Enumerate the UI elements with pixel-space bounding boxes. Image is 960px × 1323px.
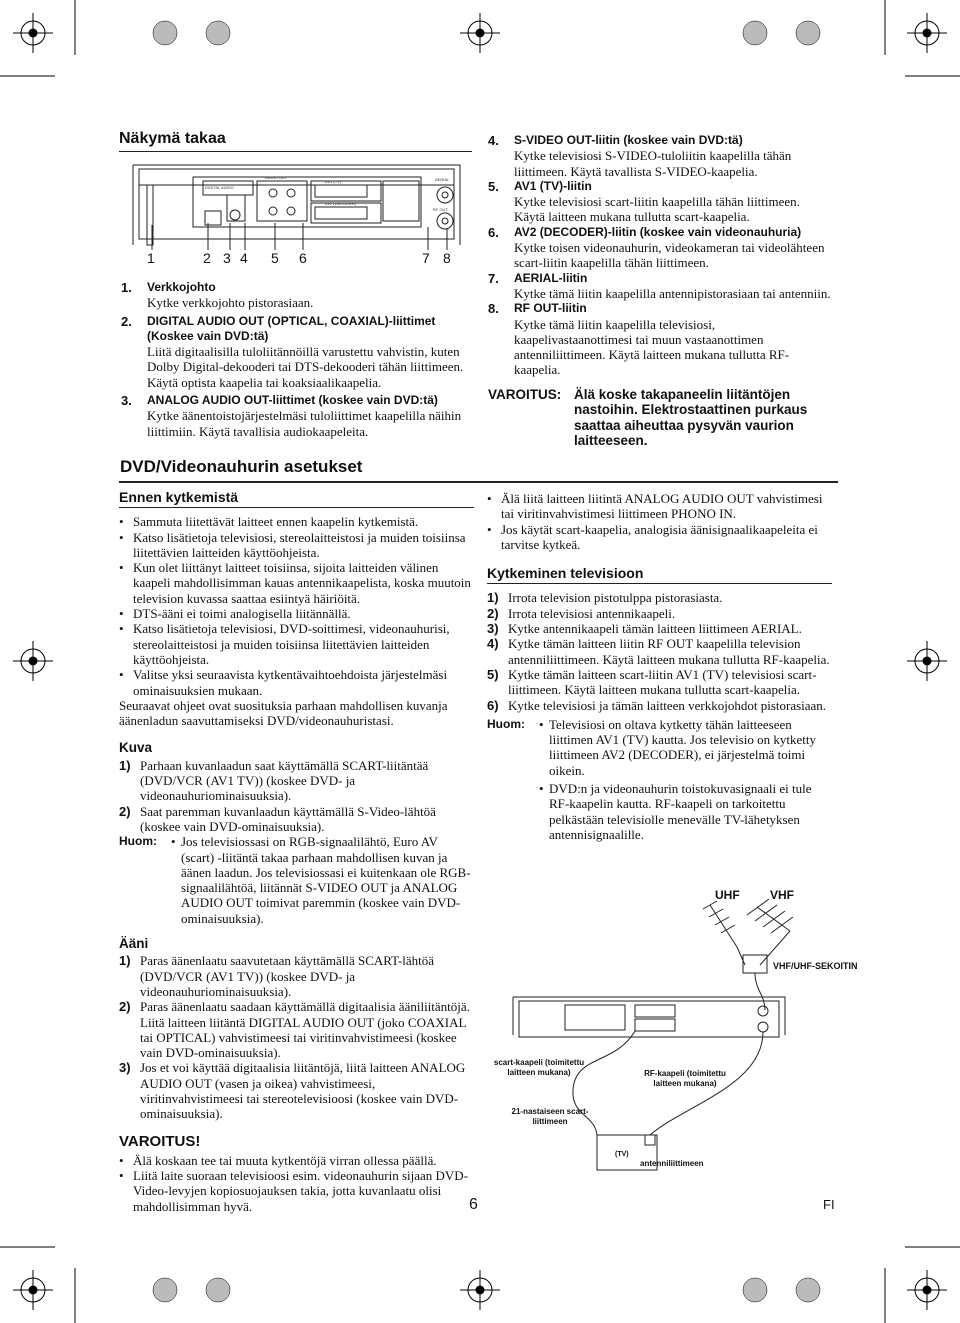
kuva-item-2 [119,804,474,835]
aani-title: Ääni [119,936,149,952]
rear-item-5-title: AV1 (TV)-liitin [514,178,592,193]
rear-item-1-text: Kytke verkkojohto pistorasiaan. [147,295,314,311]
setup-right-column [487,491,832,842]
rear-item-6-title: AV2 (DECODER)-liitin (koskee vain videonauhuria) [514,224,802,239]
tv-item-1-num: 1) [487,590,499,606]
rear-items-right [488,133,833,449]
callout-6: 6 [299,250,307,266]
svg-text:DIGITAL AUDIO: DIGITAL AUDIO [205,185,234,190]
svg-text:AERIAL: AERIAL [435,177,450,182]
aani-item-1-num: 1) [119,953,131,969]
varoitus-bullet-1: • Älä koskaan tee tai muuta kytkentöjä virran ollessa päällä. [119,1153,474,1168]
aani-item-3 [119,1060,474,1121]
kuva-item-1-text: Parhaan kuvanlaadun saat käyttämällä SCART-liitäntää (DVD/VCR (AV1 TV)) (koskee DVD- ja videonauhuriominaisuuksia). [140,757,429,804]
tv-note [487,717,832,842]
diagram-scart-cable-label: scart-kaapeli (toimitettu laitteen mukana) [493,1058,585,1077]
setup-left-column [119,490,474,1214]
before-bullet-4: • DTS-ääni ei toimi analogisella liitännällä. [119,606,474,621]
rear-item-1-title: Verkkojohto [147,280,216,294]
callout-7: 7 [422,250,430,266]
tv-title-rule [487,583,832,584]
diagram-vhf-label: VHF [770,888,794,902]
tv-item-1-text: Irrota television pistotulppa pistorasiasta. [508,590,723,606]
tv-item-1 [487,590,832,605]
rear-item-8-text: Kytke tämä liitin kaapelilla televisiosi, kaapelivastaanottimesi tai muun vastaanottimen antenniliittimeen. Käytä laitteen mukana tullutta RF-kaapelia. [514,316,790,378]
tv-item-3-text: Kytke antennikaapeli tämän laitteen liittimeen AERIAL. [508,621,802,637]
rear-item-2-title: DIGITAL AUDIO OUT (OPTICAL, COAXIAL)-liittimet (Koskee vain DVD:tä) [147,313,436,343]
rear-item-5-num: 5. [488,178,499,194]
kuva-note-label: Huom: [119,834,157,849]
tv-item-6 [487,698,832,713]
svg-text:AV2 (DECODER): AV2 (DECODER) [325,201,357,206]
aani-item-3-num: 3) [119,1060,131,1076]
tv-item-3-num: 3) [487,621,499,637]
rear-item-2-num: 2. [121,313,132,329]
tv-item-6-text: Kytke televisiosi ja tämän laitteen verkkojohdot pistorasiaan. [508,697,827,713]
svg-text:AUDIO OUT: AUDIO OUT [265,175,288,180]
page-lang: FI [823,1197,835,1212]
callout-4: 4 [240,250,248,266]
rear-item-5 [488,179,833,225]
tv-item-5-text: Kytke tämän laitteen scart-liitin AV1 (TV) televisiosi scart-liittimeen. Käytä laitteen mukana tullutta scart-kaapelia. [508,666,817,698]
tv-item-3 [487,621,832,636]
tv-note-2: • DVD:n ja videonauhurin toistokuvasignaali ei tule RF-kaapelin kautta. RF-kaapeli on tarkoitettu pelkästään televisiolle menevälle TV-lähetyksen antennisignaalille. [539,781,832,842]
aani-item-1 [119,953,474,999]
tv-title: Kytkeminen televisioon [487,565,644,582]
varoitus-bullet-2: • Liitä laite suoraan televisioosi esim. videonauhurin sijaan DVD-Video-levyjen kopiosuojauksen takia, jotta kuvanlaatu olisi mahdollisimman hyvä. [119,1168,474,1214]
diagram-uhf-label: UHF [715,888,740,902]
rear-item-6 [488,225,833,271]
rear-item-3-num: 3. [121,393,132,409]
tv-item-5-num: 5) [487,666,499,682]
page-number: 6 [469,1196,478,1213]
rear-item-1-num: 1. [121,280,132,295]
tv-item-6-num: 6) [487,697,499,713]
tv-item-2 [487,606,832,621]
tv-item-5 [487,667,832,698]
rear-item-3 [121,393,476,439]
aani-item-3-text: Jos et voi käyttää digitaalisia liitäntöjä, liitä laitteen ANALOG AUDIO OUT (vasen ja oikea) vahvistimeesi, viritinvahvistimeesi tai stereotelevisioosi (koskee vain DVD-ominaisuuksia). [140,1060,466,1122]
rear-items-left [121,280,476,439]
tv-item-2-text: Irrota televisiosi antennikaapeli. [508,605,676,621]
diagram-tv-label: (TV) [615,1151,629,1158]
callout-3: 3 [223,250,231,266]
rear-item-8 [488,301,833,377]
rear-item-4-title: S-VIDEO OUT-liitin (koskee vain DVD:tä) [514,133,743,147]
rear-item-7-title: AERIAL-liitin [514,270,588,285]
before-intro: Seuraavat ohjeet ovat suosituksia parhaan mahdollisen kuvanja äänenladun saavuttamiseksi DVD/videonauhuristasi. [119,697,448,729]
callout-1: 1 [147,250,155,266]
svg-text:RF OUT: RF OUT [433,207,448,212]
rear-item-8-title: RF OUT-liitin [514,301,587,316]
kuva-note-text: • Jos televisiossasi on RGB-signaalilähtö, Euro AV (scart) -liitäntä takaa parhaan mahdollisen kuvan ja äänen laadun. Jos televisiossasi ei kuitenkaan ole RGB-signaalilähtöä, liitännät S-VIDEO OUT ja ANALOG AUDIO OUT toimivat paremmin (koskee vain DVD-ominaisuuksia). [171,834,474,926]
aani-item-1-text: Paras äänenlaatu saavutetaan käyttämällä SCART-lähtöä (DVD/VCR (AV1 TV)) (koskee DVD- ja videonauhuriominaisuuksia). [140,953,435,999]
rear-item-6-text: Kytke toisen videonauhurin, videokameran tai videolähteen scart-liitin kaapelilla tähän liittimeen. [514,240,825,271]
connection-diagram [485,885,858,1185]
tv-item-2-num: 2) [487,605,499,621]
rear-panel-illustration [125,155,470,255]
before-bullet-3: • Kun olet liittänyt laitteet toisiinsa, sijoita laitteiden välinen kaapeli mahdollisimman kauas antennikaapelista, koska muutoin television kuvassa saattaa esiintyä häiriöitä. [119,560,474,606]
right-bullet-2: • Jos käytät scart-kaapelia, analogisia äänisignaalikaapeleita ei tarvitse kytkeä. [487,522,832,553]
rear-warning-text: Älä koske takapaneelin liitäntöjen nastoihin. Elektrostaattinen purkaus saattaa aiheuttaa pysyvän vaurion laitteeseen. [574,386,808,449]
rear-item-4 [488,133,833,179]
kuva-item-2-num: 2) [119,803,131,819]
diagram-rf-cable-label: RF-kaapeli (toimitettu laitteen mukana) [644,1069,726,1088]
diagram-scart-conn-label: 21-nastaiseen scart-liittimeen [511,1107,589,1126]
before-bullet-1: • Sammuta liitettävät laitteet ennen kaapelin kytkemistä. [119,514,474,529]
rear-view-title: Näkymä takaa [119,130,226,147]
rear-item-4-text: Kytke televisiosi S-VIDEO-tuloliitin kaapelilla tähän liittimeen. Käytä tavallista S-VIDEO-kaapelia. [514,148,792,179]
right-bullet-1: • Älä liitä laitteen liitintä ANALOG AUDIO OUT vahvistimesi tai viritinvahvistimesi liittimeen PHONO IN. [487,491,832,522]
tv-note-label: Huom: [487,716,525,731]
rear-item-2-text: Liitä digitaalisilla tuloliitännöillä varustettu vahvistin, kuten Dolby Digital-dekooderi tai DTS-dekooderi tähän liittimeen. Käytä optista kaapelia tai koaksiaalikaapelia. [147,344,464,390]
aani-item-2 [119,999,474,1060]
title-rule [119,151,472,152]
callout-2: 2 [203,250,211,266]
diagram-antenna-conn-label: antenniliittimeen [640,1159,704,1168]
diagram-combiner-label: VHF/UHF-SEKOITIN [773,961,858,971]
before-bullet-2: • Katso lisätietoja televisiosi, stereolaitteistosi ja muiden toisiinsa liitettävien laitteiden käyttöohjeista. [119,530,474,561]
kuva-item-2-text: Saat paremman kuvanlaadun käyttämällä S-Video-lähtöä (koskee vain DVD-ominaisuuksia). [140,803,436,834]
aani-item-2-text: Paras äänenlaatu saadaan käyttämällä digitaalisia ääniliitäntöjä. Liitä laitteen liitäntä DIGITAL AUDIO OUT (joko COAXIAL tai OPTICAL) vahvistimeesi tai viritinvahvistimeesi (koskee vain DVD-ominaisuuksia). [140,999,470,1061]
rear-item-3-title: ANALOG AUDIO OUT-liittimet (koskee vain DVD:tä) [147,393,438,408]
rear-item-3-text: Kytke äänentoistojärjestelmäsi tuloliittimet kaapelilla näihin liittimiin. Käytä tavallisia audiokaapeleita. [147,408,462,439]
rear-item-8-num: 8. [488,301,499,317]
tv-item-4-text: Kytke tämän laitteen liitin RF OUT kaapelilla television antenniliittimeen. Käytä laitteen mukana tullutta RF-kaapelia. [508,636,830,667]
before-bullet-6: • Valitse yksi seuraavista kytkentävaihtoehdoista järjestelmäsi ominaisuuksien mukaan. [119,667,474,698]
rear-item-6-num: 6. [488,224,499,240]
rear-warning [488,387,833,449]
varoitus-title: VAROITUS! [119,1132,201,1150]
kuva-item-1 [119,758,474,804]
setup-title-rule [119,481,838,483]
tv-item-4-num: 4) [487,636,499,652]
rear-item-4-num: 4. [488,133,499,148]
tv-item-4 [487,636,832,667]
before-title-rule [119,507,474,508]
tv-note-1: • Televisiosi on oltava kytketty tähän laitteeseen liittimen AV1 (TV) kautta. Jos televisio on kytketty liittimeen AV2 (DECODER), ei järjestelmä toimi oikein. [539,717,832,778]
rear-item-7-text: Kytke tämä liitin kaapelilla antennipistorasiaan tai antenniin. [514,285,831,301]
rear-item-1 [121,280,476,311]
rear-item-2 [121,314,476,390]
kuva-note [119,834,474,926]
setup-title: DVD/Videonauhurin asetukset [120,457,363,476]
callout-5: 5 [271,250,279,266]
before-bullet-5: • Katso lisätietoja televisiosi, DVD-soittimesi, videonauhurisi, stereolaitteistosi ja muiden toisiinsa liitettävien laitteiden käyttöohjeista. [119,621,474,667]
aani-item-2-num: 2) [119,999,131,1015]
before-title: Ennen kytkemistä [119,489,239,505]
kuva-item-1-num: 1) [119,757,131,773]
kuva-title: Kuva [119,740,153,756]
rear-item-7 [488,271,833,302]
callout-8: 8 [443,250,451,266]
rear-warning-label: VAROITUS: [488,386,562,402]
rear-item-5-text: Kytke televisiosi scart-liitin kaapelilla tähän liittimeen. Käytä laitteen mukana tullutta scart-kaapelia. [514,194,800,225]
rear-item-7-num: 7. [488,270,499,286]
svg-text:AV1 (TV): AV1 (TV) [325,179,342,184]
